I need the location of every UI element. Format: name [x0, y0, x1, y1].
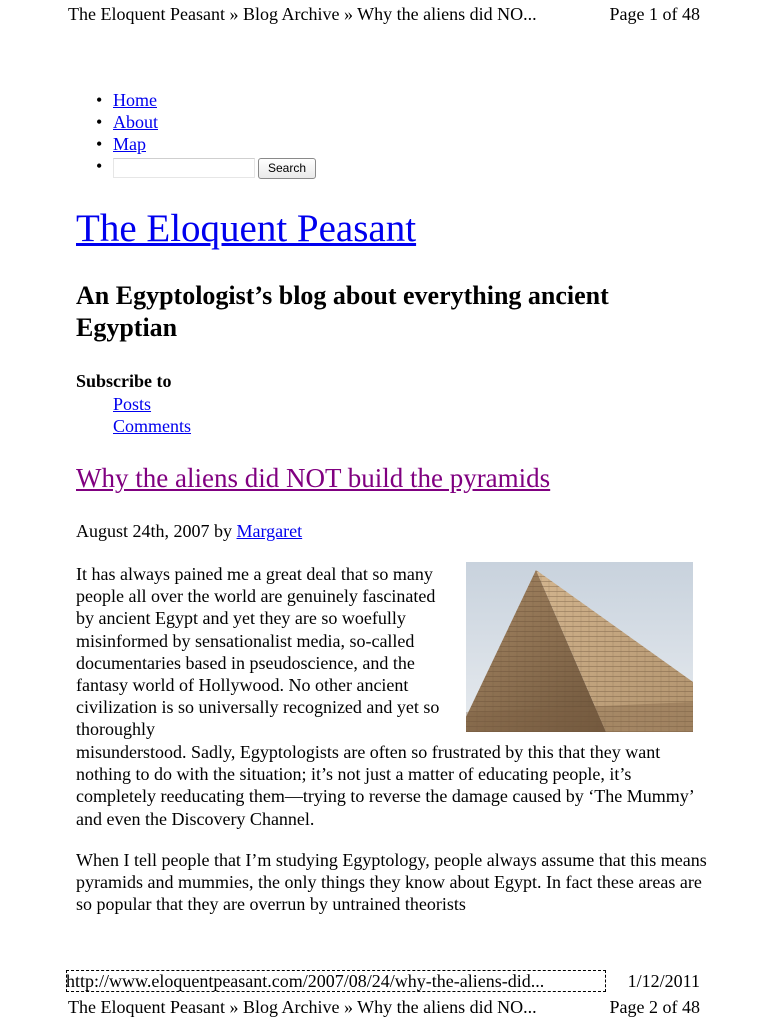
post-meta: [76, 520, 302, 542]
post-date: August 24th, 2007 by: [76, 521, 237, 541]
search-button[interactable]: Search: [258, 158, 316, 179]
bullet-icon: •: [96, 112, 103, 132]
print-header-title: The Eloquent Peasant » Blog Archive » Why the aliens did NO...: [68, 4, 537, 24]
subscribe-posts-link[interactable]: Posts: [113, 394, 152, 414]
subscribe-comments-link[interactable]: Comments: [113, 416, 192, 436]
print-footer-date: 1/12/2011: [627, 971, 700, 991]
print-url-text: http://www.eloquentpeasant.com/2007/08/24/why-the-aliens-did...: [66, 971, 545, 991]
bullet-icon: •: [96, 134, 103, 154]
post-paragraph: misunderstood. Sadly, Egyptologists are often so frustrated by this that they want nothing to do with the situation; it’s not just a matter of educating people, it’s completely reeducating them—trying to reverse the damage caused by ‘The Mummy’ and even the Discovery Channel.: [76, 742, 694, 829]
print-page-number: Page 2 of 48: [609, 997, 700, 1017]
nav-link-map[interactable]: Map: [113, 134, 146, 154]
bullet-icon: •: [96, 156, 103, 176]
subscribe-heading: Subscribe to: [76, 371, 172, 391]
print-header-next: [68, 996, 700, 1018]
print-header-title: The Eloquent Peasant » Blog Archive » Why the aliens did NO...: [68, 997, 537, 1017]
post-paragraph: It has always pained me a great deal that so many people all over the world are genuinely fascinated by ancient Egypt and yet they are so woefully misinformed by sensationalist media, so-called documentaries based in pseudoscience, and the fantasy world of Hollywood. No other ancient civilization is so universally recognized and yet so thoroughly: [76, 564, 440, 740]
post-title[interactable]: Why the aliens did NOT build the pyramids: [76, 463, 551, 493]
print-header: [68, 3, 700, 25]
nav-link-about[interactable]: About: [113, 112, 158, 132]
site-title[interactable]: The Eloquent Peasant: [76, 207, 417, 250]
nav-menu: [96, 89, 255, 177]
bullet-icon: •: [96, 90, 103, 110]
pyramid-image: [466, 562, 693, 732]
post-paragraph: When I tell people that I’m studying Egyptology, people always assume that this means pyramids and mummies, the only things they know about Egypt. In fact these areas are so popular that they are overrun by untrained theorists: [76, 850, 707, 915]
nav-item-map: [96, 133, 255, 155]
nav-link-home[interactable]: Home: [113, 90, 157, 110]
nav-item-search: [96, 155, 255, 177]
print-page-number: Page 1 of 48: [609, 4, 700, 24]
nav-item-home: [96, 89, 255, 111]
search-input[interactable]: [113, 158, 255, 178]
site-tagline: An Egyptologist’s blog about everything ancient Egyptian: [76, 281, 609, 342]
subscribe-links: [113, 393, 191, 437]
nav-item-about: [96, 111, 255, 133]
post-author-link[interactable]: Margaret: [236, 521, 303, 541]
print-footer-url: [66, 970, 606, 992]
